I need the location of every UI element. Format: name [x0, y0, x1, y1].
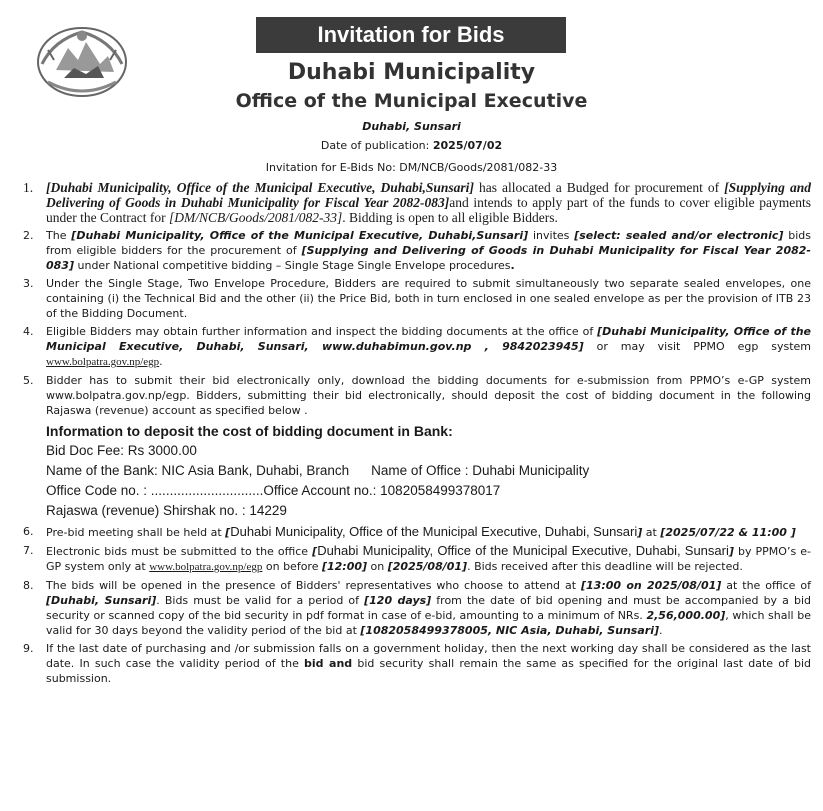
term-text: Pre-bid meeting shall be held at [46, 526, 226, 539]
term-text: has allocated a Budged for procurement of [473, 180, 725, 195]
term-number: 6. [23, 525, 34, 538]
terms-part-two [14, 524, 811, 686]
term-text: Duhabi Municipality, Office of the Municipal Executive, Duhabi, Sunsari [230, 524, 638, 539]
office-code: Office Code no. : .............................. [46, 483, 264, 498]
office-code-row [46, 481, 811, 501]
egp-link[interactable]: www.bolpatra.gov.np/egp [46, 356, 160, 368]
term-number: 2. [23, 229, 34, 242]
publication-date [0, 139, 823, 152]
ebid-number: Invitation for E-Bids No: DM/NCB/Goods/2081/082-33 [265, 161, 558, 174]
term-item [14, 524, 811, 540]
term-text: [2025/08/01] [387, 560, 468, 573]
term-text: invites [528, 229, 575, 242]
term-text: [Duhabi Municipality, Office of the Municipal Executive, Duhabi,Sunsari] [71, 229, 529, 242]
term-item [14, 276, 811, 321]
term-text: Under the Single Stage, Two Envelope Procedure, Bidders are required to submit simultaneously two separate sealed envelopes, one containing (i) the Technical Bid and the other (ii) the Price Bid, both in turn enclosed in one sealed envelope as per the provision of ITB 23 of the Bidding Document. [46, 277, 811, 320]
office-name-line: Name of Office : Duhabi Municipality [371, 463, 590, 478]
term-text: . Bidding is open to all eligible Bidders. [342, 210, 558, 225]
term-text: [select: sealed and/or electronic] [574, 229, 784, 242]
term-text: [ [312, 545, 318, 558]
term-text: Bidder has to submit their bid electronically only, download the bidding documents for e-submission from PPMO’s e-GP system www.bolpatra.gov.np/egp. Bidders, submitting their bid electronically, should deposit the cost of bidding document in the following Rajaswa (revenue) account as specified below . [46, 374, 811, 417]
location: Duhabi, Sunsari [362, 120, 461, 133]
term-text: or may visit PPMO egp system [583, 340, 811, 353]
term-item [14, 641, 811, 686]
term-text: bid security shall remain the same as specified for the original last date of bid submission. [46, 657, 812, 685]
office-name: Office of the Municipal Executive [235, 90, 588, 112]
term-text: at the office of [721, 579, 811, 592]
term-text: . [659, 624, 663, 637]
term-text: [ [225, 526, 231, 539]
municipality-name: Duhabi Municipality [287, 60, 536, 85]
term-text: [1082058499378005, NIC Asia, Duhabi, Sunsari] [360, 624, 659, 637]
term-number: 4. [23, 325, 34, 338]
revenue-shirshak: Rajaswa (revenue) Shirshak no. : 14229 [46, 503, 287, 518]
terms-part-one [14, 180, 811, 418]
term-text: at [642, 526, 661, 539]
term-text: from the date of bid opening and must be accompanied by a bid security or scanned copy of the bid security in pdf format in case of e-bid, amounting to a minimum of NRs. [46, 594, 811, 622]
term-text: under National competitive bidding – Single Stage Single Envelope procedures [74, 259, 511, 272]
term-text: If the last date of purchasing and /or submission falls on a government holiday, then the next working day shall be considered as the last date. In such case the validity period of the [46, 642, 811, 670]
term-text: [DM/NCB/Goods/2081/082-33] [168, 210, 343, 225]
term-text: on before [262, 560, 322, 573]
term-text: [Duhabi, Sunsari] [46, 594, 157, 607]
term-item [14, 324, 811, 370]
term-number: 7. [23, 544, 34, 557]
term-number: 1. [23, 180, 34, 195]
bank-deposit-info [46, 421, 811, 521]
term-item [14, 373, 811, 418]
publication-date-label: Date of publication: [320, 139, 433, 152]
term-text: [12:00] [321, 560, 368, 573]
term-item [14, 228, 811, 273]
term-text: Duhabi Municipality, Office of the Municipal Executive, Duhabi, Sunsari [317, 543, 729, 558]
egp-link[interactable]: www.bolpatra.gov.np/egp [149, 561, 263, 573]
term-text: Electronic bids must be submitted to the office [46, 545, 313, 558]
term-text: [Supplying and Delivering of Goods in Duhabi Municipality for Fiscal Year 2082-083] [46, 180, 811, 210]
term-text: by PPMO’s e-GP system only at [46, 545, 811, 573]
office-account: Office Account no.: 1082058499378017 [263, 483, 501, 498]
term-text: [120 days] [364, 594, 432, 607]
term-text: [Supplying and Delivering of Goods in Duhabi Municipality for Fiscal Year 2082-083] [46, 244, 811, 272]
bank-office-row [46, 461, 811, 481]
term-text: [2025/07/22 & 11:00 ] [660, 526, 796, 539]
term-number: 3. [23, 277, 34, 290]
term-number: 8. [23, 579, 34, 592]
term-text: [Duhabi Municipality, Office of the Municipal Executive, Duhabi, Sunsari, www.duhabimun.gov.np , 9842023945] [46, 325, 811, 353]
term-text: . Bids received after this deadline will be rejected. [467, 560, 743, 573]
term-item [14, 180, 811, 225]
term-text: bid and [304, 657, 353, 670]
term-text: 2,56,000.00] [646, 609, 726, 622]
term-number: 5. [23, 374, 34, 387]
term-text: [13:00 on 2025/08/01] [581, 579, 722, 592]
term-text: The bids will be opened in the presence of Bidders' representatives who choose to attend at [46, 579, 581, 592]
term-item [14, 578, 811, 638]
term-text: [Duhabi Municipality, Office of the Municipal Executive, Duhabi,Sunsari] [46, 180, 474, 195]
bank-info-title: Information to deposit the cost of bidding document in Bank: [46, 423, 453, 439]
term-text: bids from eligible bidders for the procurement of [46, 229, 812, 257]
term-text: ] [637, 526, 643, 539]
term-number: 9. [23, 642, 34, 655]
term-text: . Bids must be valid for a period of [156, 594, 365, 607]
invitation-banner: Invitation for Bids [256, 17, 566, 53]
term-text: , which shall be valid for 30 days beyond the validity period of the bid at [46, 609, 811, 637]
term-text: Eligible Bidders may obtain further information and inspect the bidding documents at the office of [46, 325, 598, 338]
bid-terms-list [14, 180, 811, 689]
term-text: on [367, 560, 388, 573]
bid-doc-fee: Bid Doc Fee: Rs 3000.00 [46, 443, 197, 458]
bank-name: Name of the Bank: NIC Asia Bank, Duhabi, Branch [46, 463, 350, 478]
term-text: The [46, 229, 72, 242]
term-text: . [159, 355, 163, 368]
term-item [14, 543, 811, 575]
term-text: ] [728, 545, 734, 558]
term-text: and intends to apply part of the funds to cover eligible payments under the Contract for [46, 195, 812, 225]
term-text: . [510, 259, 515, 272]
nepal-emblem-logo [34, 20, 130, 98]
publication-date-value: 2025/07/02 [432, 139, 503, 152]
